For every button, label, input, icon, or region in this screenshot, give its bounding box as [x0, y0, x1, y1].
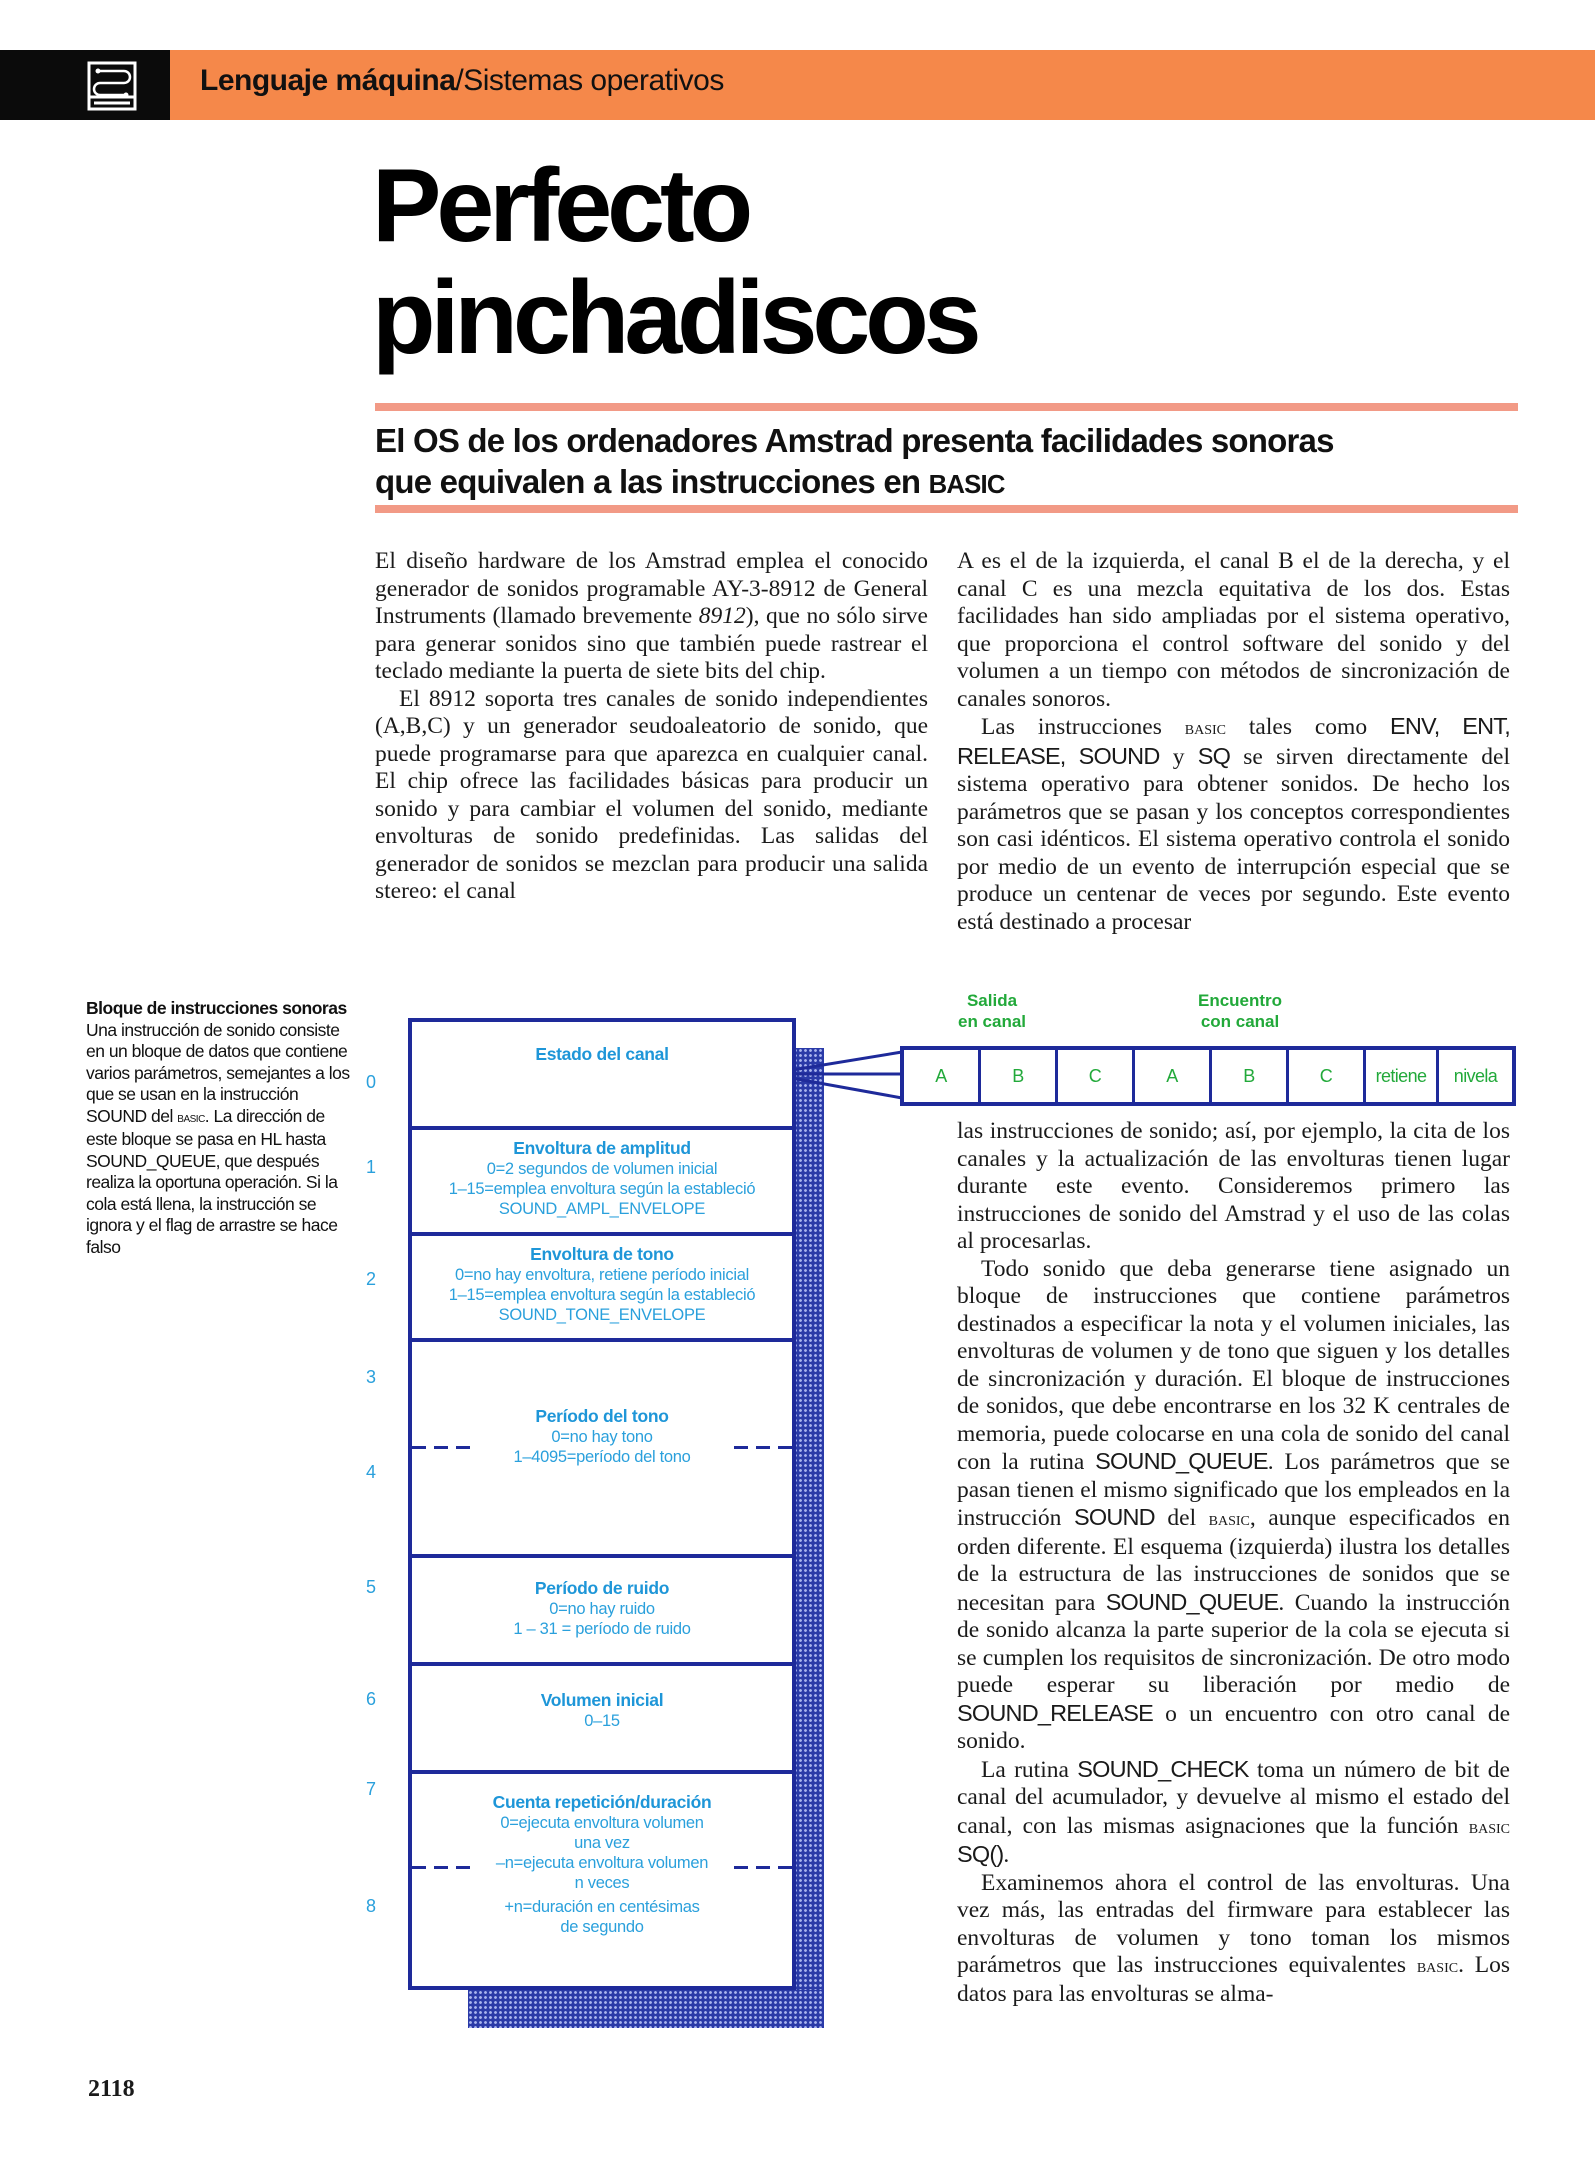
text: Todo sonido que deba generarse tiene asignado un bloque de instrucciones que contiene parámetros destinados a especificar la nota y el volumen iniciales, las envolturas de volumen y de tono que siguen y los detalles de sincronización y duración. El bloque de instrucciones de sonidos, que debe encontrarse en los 32 K centrales de memoria, puede colocarse en una cola de sonido del canal con la rutina: [957, 1255, 1510, 1475]
body-column-3: [957, 1118, 1510, 2008]
cell-line: 1 – 31 = período de ruido: [513, 1620, 691, 1638]
status-group-rendezvous: [1198, 990, 1282, 1032]
keyword: SQ: [1197, 742, 1231, 769]
paragraph: las instrucciones de sonido; así, por ejemplo, la cita de los canales y la actualización de las envolturas tienen lugar durante este evento. Consideremos primero las instrucciones de sonido del Amstrad y el uso de las colas al procesarlas.: [957, 1118, 1510, 1254]
cell-heading: Volumen inicial: [540, 1690, 664, 1710]
body-column-2: [957, 548, 1510, 936]
basic-smallcaps: basic: [1184, 717, 1226, 739]
chip-name-italic: 8912: [698, 603, 746, 629]
section-label-rest: /Sistemas operativos: [455, 64, 724, 97]
title-line-2: pinchadiscos: [372, 260, 977, 376]
cell-heading: Estado del canal: [535, 1044, 669, 1064]
cell-initial-volume: [412, 1666, 792, 1774]
paragraph: El 8912 soporta tres canales de sonido independientes (A,B,C) y un generador seudoaleatorio de sonido, que puede programarse para que aparezca en cualquier canal. El chip ofrece las facilidades básicas para producir un sonido y para cambiar el volumen del sonido, mediante envolturas de sonido predefinidas. Las salidas del generador de sonidos se mezclan para producir una salida stereo: el canal: [375, 685, 928, 904]
cell-line: SOUND_AMPL_ENVELOPE: [498, 1200, 706, 1218]
status-bit: retiene: [1366, 1050, 1439, 1102]
text: . Cuando la instrucción de sonido alcanza la parte superior de la cola se ejecuta si se cumplen los requisitos de sincronización. De otro modo puede esperar su liberación por medio de: [957, 1589, 1510, 1698]
status-bit: A: [1135, 1050, 1212, 1102]
cell-channel-status: [412, 1022, 792, 1130]
status-group-output: [958, 990, 1026, 1032]
byte-index: 3: [366, 1367, 377, 1387]
section-header-icon-block: [0, 50, 170, 120]
text: y: [1159, 743, 1198, 770]
cell-heading: Período de ruido: [534, 1578, 670, 1598]
body-column-1: [375, 548, 928, 906]
keyword: ENV, ENT, RELEASE, SOUND: [957, 713, 1510, 769]
byte-split-dash: [734, 1446, 792, 1449]
cell-line: 0=2 segundos de volumen inicial: [486, 1160, 718, 1178]
cell-tone-envelope: [412, 1236, 792, 1342]
basic-smallcaps: basic: [1468, 1815, 1510, 1838]
text: o un encuentro con otro canal de sonido.: [957, 1700, 1510, 1754]
cell-line: de segundo: [560, 1918, 644, 1936]
subtitle-line-1: El OS de los ordenadores Amstrad presenta facilidades sonoras: [375, 422, 1334, 459]
title-line-1: Perfecto: [372, 148, 749, 264]
paragraph: [375, 548, 928, 686]
cell-repeat-duration: [412, 1774, 792, 1986]
cell-line: 0–15: [584, 1712, 620, 1730]
keyword: SOUND_QUEUE: [1105, 1588, 1279, 1615]
byte-index: 0: [366, 1072, 377, 1092]
cell-line: SOUND_TONE_ENVELOPE: [498, 1306, 706, 1324]
cell-heading: Envoltura de amplitud: [513, 1138, 691, 1158]
subtitle-rule-top: [375, 403, 1518, 411]
group-label-line: con canal: [1200, 1012, 1280, 1031]
cell-heading: Cuenta repetición/duración: [492, 1792, 712, 1812]
byte-index: 6: [366, 1689, 377, 1709]
cell-heading: Período del tono: [535, 1406, 669, 1426]
sound-instruction-block: [408, 1018, 796, 1990]
text: tales como: [1225, 714, 1390, 740]
byte-index: 5: [366, 1577, 377, 1597]
cell-line: n veces: [574, 1874, 630, 1892]
text: Examinemos ahora el control de las envolturas. Una vez más, las entradas del firmware para establecer las envolturas de volumen y tono toman los mismos parámetros que las instrucciones equivalentes: [957, 1869, 1510, 1978]
basic-smallcaps: basic: [177, 1109, 205, 1126]
keyword: SOUND_RELEASE: [957, 1699, 1153, 1726]
text: ), que no sólo sirve para generar sonidos sino que también puede rastrear el teclado mediante la puerta de siete bits del chip.: [375, 603, 928, 684]
paragraph: [957, 1870, 1510, 2009]
subtitle-line-2: [375, 461, 1515, 506]
paragraph: [957, 1256, 1510, 1756]
cell-line: –n=ejecuta envoltura volumen: [495, 1854, 709, 1872]
basic-smallcaps: BASIC: [928, 471, 1005, 499]
article-subtitle: [375, 420, 1515, 506]
byte-split-dash: [734, 1866, 792, 1869]
cell-line: 0=ejecuta envoltura volumen: [500, 1814, 704, 1832]
cell-noise-period: [412, 1558, 792, 1666]
text: se sirven directamente del sistema operativo para obtener sonidos. De hecho los parámetros que se pasan y los conceptos correspondientes son casi idénticos. El sistema operativo controla el sonido por medio de un evento de interrupción especial que se produce un centenar de veces por segundo. Este evento está destinado a procesar: [957, 743, 1511, 935]
page-number: 2118: [88, 2076, 135, 2102]
cell-line: una vez: [574, 1834, 630, 1852]
subtitle-rule-bottom: [375, 505, 1518, 513]
paragraph: A es el de la izquierda, el canal B el de la derecha, y el canal C es una mezcla equitativa de los dos. Estas facilidades han sido ampliadas por el sistema operativo, que proporciona el control software del sonido y del volumen a un tiempo con métodos de sincronización de canales sonoros.: [957, 548, 1510, 712]
text: Las instrucciones: [981, 714, 1185, 740]
channel-status-bits: [900, 1046, 1516, 1106]
text: . Los parámetros que se pasan tienen el mismo significado que los empleados en la instrucción: [957, 1449, 1510, 1531]
byte-index: 1: [366, 1157, 377, 1177]
text: . Los datos para las envolturas se alma-: [957, 1952, 1510, 2007]
keyword: SOUND_CHECK: [1077, 1755, 1249, 1782]
group-label-line: Encuentro: [1198, 991, 1283, 1010]
section-label: [200, 64, 724, 98]
byte-index: 2: [366, 1269, 377, 1289]
text: La rutina: [981, 1756, 1078, 1783]
cell-amplitude-envelope: [412, 1130, 792, 1236]
cell-line: 0=no hay ruido: [549, 1600, 655, 1618]
byte-index: 7: [366, 1779, 377, 1799]
caption-title: Bloque de instrucciones sonoras: [86, 998, 347, 1018]
keyword: SOUND_QUEUE: [1095, 1448, 1268, 1474]
diagram-shadow-bottom: [468, 1990, 824, 2028]
cell-line: 1–4095=período del tono: [513, 1448, 691, 1466]
basic-smallcaps: basic: [1416, 1955, 1459, 1977]
cell-line: +n=duración en centésimas: [504, 1898, 700, 1916]
keyword: SQ(): [957, 1841, 1004, 1867]
text: .: [1003, 1842, 1010, 1868]
text: El diseño hardware de los Amstrad emplea el conocido generador de sonidos programable AY-3-8912 de General Instruments (llamado brevemente: [375, 548, 928, 629]
paragraph: [957, 713, 1510, 936]
section-label-bold: Lenguaje máquina: [200, 64, 456, 97]
status-bit: C: [1289, 1050, 1366, 1102]
status-bit: B: [981, 1050, 1058, 1102]
cell-heading: Envoltura de tono: [530, 1244, 674, 1264]
byte-index: 8: [366, 1896, 377, 1916]
group-label-line: Salida: [966, 991, 1018, 1010]
byte-split-dash: [412, 1446, 470, 1449]
status-bit: nivela: [1453, 1065, 1498, 1086]
byte-split-dash: [412, 1866, 470, 1869]
text: del: [1154, 1505, 1209, 1531]
subtitle-text: que equivalen a las instrucciones en: [375, 463, 929, 500]
cell-line: 1–15=emplea envoltura según la estableció: [448, 1180, 756, 1198]
group-label-line: en canal: [958, 1012, 1027, 1031]
paragraph: [957, 1756, 1510, 1870]
basic-smallcaps: basic: [1208, 1508, 1250, 1530]
byte-index: 4: [366, 1462, 377, 1482]
cell-line: 0=no hay tono: [551, 1428, 653, 1446]
status-bit: B: [1212, 1050, 1289, 1102]
connector-lines: [780, 1040, 910, 1110]
cell-line: 1–15=emplea envoltura según la estableció: [448, 1286, 756, 1304]
circuit-module-icon: [86, 60, 138, 112]
diagram-caption: [86, 998, 356, 1258]
text: toma un número de bit de canal del acumulador, y devuelve al mismo el estado del canal, con las mismas asignaciones que la función: [957, 1756, 1510, 1839]
article-title: [372, 150, 977, 374]
status-bit: A: [904, 1050, 981, 1102]
keyword: SOUND: [1073, 1504, 1155, 1530]
cell-tone-period: [412, 1342, 792, 1558]
caption-text: Una instrucción de sonido consiste en un bloque de datos que contiene varios parámetros, semejantes a los que se usan en la instrucción SOUND del: [86, 1019, 350, 1126]
cell-line: 0=no hay envoltura, retiene período inicial: [455, 1266, 749, 1284]
status-bit: C: [1058, 1050, 1135, 1102]
text: , aunque especificados en orden diferente. El esquema (izquierda) ilustra los detalles de la estructura de las instrucciones de sonidos que se necesitan para: [957, 1505, 1510, 1616]
caption-text: . La dirección de este bloque se pasa en HL hasta SOUND_QUEUE, que después realiza la oportuna operación. Si la cola está llena, la instrucción se ignora y el flag de arrastre se hace falso: [86, 1105, 338, 1257]
